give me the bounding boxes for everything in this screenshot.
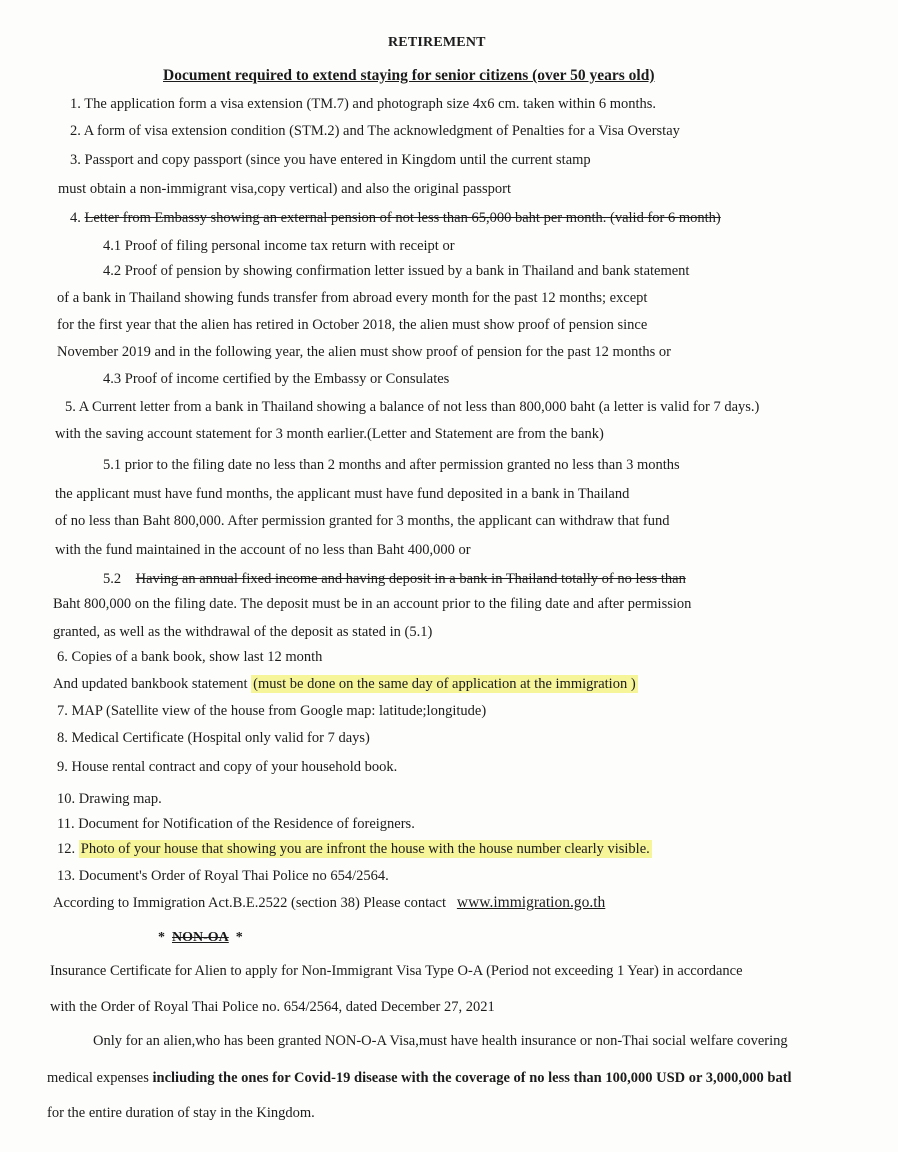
insurance-line-3: Only for an alien,who has been granted NON-O-A Visa,must have health insurance or non-Thai social welfare covering <box>93 1033 788 1049</box>
page-subtitle: Document required to extend staying for senior citizens (over 50 years old) <box>163 67 655 84</box>
item-6-plain-text: And updated bankbook statement <box>53 676 252 692</box>
insurance-plain-text: medical expenses <box>47 1070 153 1086</box>
insurance-line-5: for the entire duration of stay in the Kingdom. <box>47 1105 315 1121</box>
non-oa-label: NON-OA <box>172 930 229 945</box>
item-5-2-line-2: Baht 800,000 on the filing date. The deposit must be in an account prior to the filing date and after permission <box>53 596 692 612</box>
item-3-line-2: must obtain a non-immigrant visa,copy vertical) and also the original passport <box>58 181 512 197</box>
item-4-3: 4.3 Proof of income certified by the Embassy or Consulates <box>103 371 450 387</box>
page-title: RETIREMENT <box>388 35 486 50</box>
item-4-2-line-2: of a bank in Thailand showing funds transfer from abroad every month for the past 12 months; except <box>57 290 648 306</box>
item-12-number: 12. <box>57 841 79 857</box>
item-4-2-line-4: November 2019 and in the following year, the alien must show proof of pension for the past 12 months or <box>57 344 671 360</box>
item-4-2-line-1: 4.2 Proof of pension by showing confirmation letter issued by a bank in Thailand and bank statement <box>103 263 690 279</box>
item-9: 9. House rental contract and copy of your household book. <box>57 759 398 775</box>
item-6: 6. Copies of a bank book, show last 12 month <box>57 649 323 665</box>
item-4 <box>70 209 721 227</box>
insurance-bold-text: incliuding the ones for Covid-19 disease with the coverage of no less than 100,000 USD or 3,000,000 batl <box>152 1070 792 1086</box>
item-5-1-line-3: of no less than Baht 800,000. After permission granted for 3 months, the applicant can withdraw that fund <box>55 513 670 529</box>
insurance-line-2: with the Order of Royal Thai Police no. 654/2564, dated December 27, 2021 <box>50 999 495 1015</box>
item-5-1-line-4: with the fund maintained in the account of no less than Baht 400,000 or <box>55 542 471 558</box>
item-5-line-2: with the saving account statement for 3 month earlier.(Letter and Statement are from the bank) <box>55 426 604 442</box>
item-6-line-2 <box>53 675 638 693</box>
item-12 <box>57 840 652 858</box>
item-2: 2. A form of visa extension condition (STM.2) and The acknowledgment of Penalties for a Visa Overstay <box>70 123 680 139</box>
item-4-1: 4.1 Proof of filing personal income tax return with receipt or <box>103 238 455 254</box>
non-oa-star-left: * <box>158 930 165 945</box>
item-10: 10. Drawing map. <box>57 791 162 807</box>
item-5-2-line-1 <box>103 570 686 588</box>
item-12-highlighted-text: Photo of your house that showing you are infront the house with the house number clearly visible. <box>80 841 650 857</box>
item-4-2-line-3: for the first year that the alien has retired in October 2018, the alien must show proof of pension since <box>57 317 648 333</box>
item-13: 13. Document's Order of Royal Thai Police no 654/2564. <box>57 868 389 884</box>
item-11: 11. Document for Notification of the Residence of foreigners. <box>57 816 415 832</box>
item-5-2-number: 5.2 <box>103 571 122 587</box>
insurance-line-1: Insurance Certificate for Alien to apply for Non-Immigrant Visa Type O-A (Period not exceeding 1 Year) in accordance <box>50 963 743 979</box>
item-5-1-line-2: the applicant must have fund months, the applicant must have fund deposited in a bank in Thailand <box>55 486 630 502</box>
item-5-line-1: 5. A Current letter from a bank in Thailand showing a balance of not less than 800,000 baht (a letter is valid for 7 days.) <box>65 399 760 415</box>
item-8: 8. Medical Certificate (Hospital only valid for 7 days) <box>57 730 370 746</box>
contact-line <box>53 894 605 912</box>
item-4-number: 4. <box>70 210 81 226</box>
item-3-line-1: 3. Passport and copy passport (since you have entered in Kingdom until the current stamp <box>70 152 591 168</box>
item-7: 7. MAP (Satellite view of the house from Google map: latitude;longitude) <box>57 703 487 719</box>
non-oa-star-right: * <box>235 930 243 945</box>
item-1: 1. The application form a visa extension (TM.7) and photograph size 4x6 cm. taken within 6 months. <box>70 96 657 112</box>
insurance-line-4 <box>47 1069 792 1087</box>
non-oa-heading <box>158 929 243 947</box>
item-6-highlighted-text: (must be done on the same day of application at the immigration ) <box>253 676 636 692</box>
item-5-1-line-1: 5.1 prior to the filing date no less than 2 months and after permission granted no less than 3 months <box>103 457 680 473</box>
item-5-2-struck-text: Having an annual fixed income and having deposit in a bank in Thailand totally of no less than <box>135 571 686 587</box>
contact-text: According to Immigration Act.B.E.2522 (section 38) Please contact <box>53 895 450 911</box>
item-4-struck-text: Letter from Embassy showing an external pension of not less than 65,000 baht per month. (valid for 6 month) <box>84 210 721 226</box>
item-5-2-line-3: granted, as well as the withdrawal of the deposit as stated in (5.1) <box>53 624 433 640</box>
immigration-link[interactable]: www.immigration.go.th <box>456 894 606 911</box>
